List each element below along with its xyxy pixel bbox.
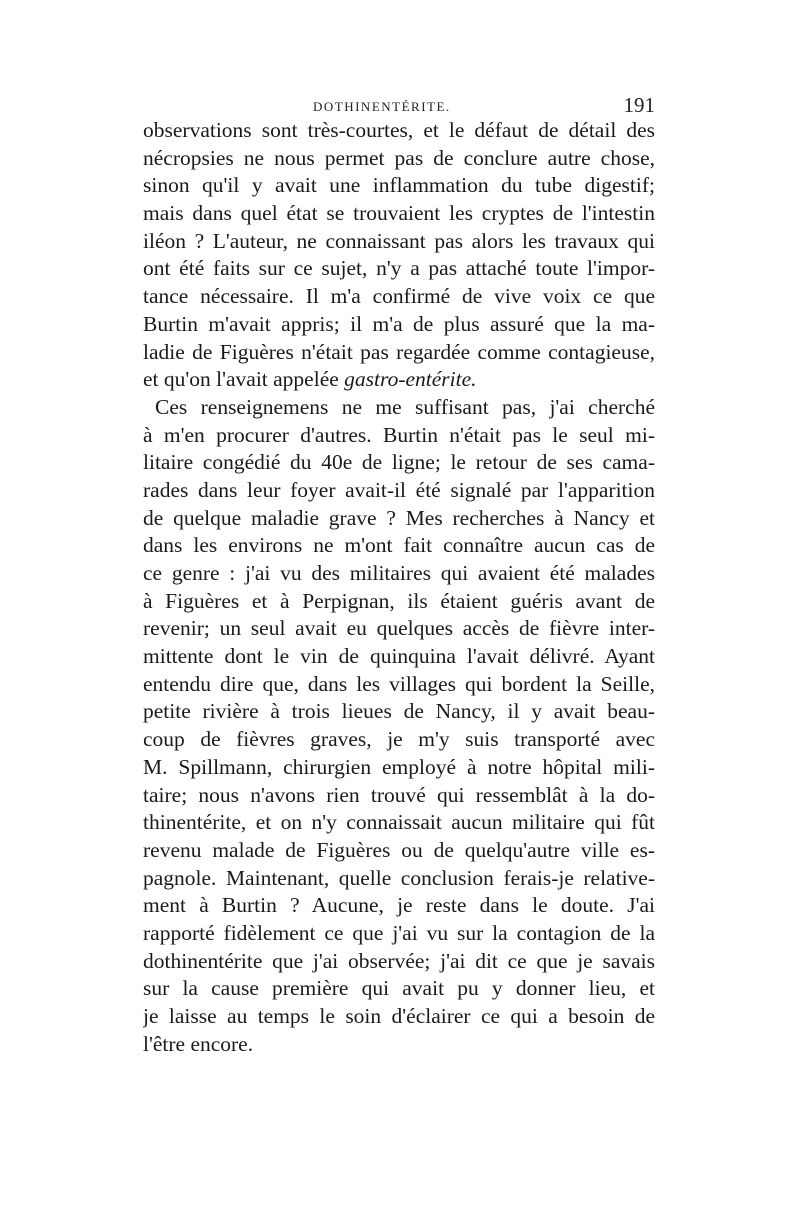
text-line: ont été faits sur ce sujet, n'y a pas attaché toute l'impor- bbox=[143, 256, 655, 281]
text-line: rapporté fidèlement ce que j'ai vu sur la contagion de la bbox=[143, 920, 655, 945]
text-line: à Figuères et à Perpignan, ils étaient guéris avant de bbox=[143, 588, 655, 613]
page-number: 191 bbox=[623, 93, 655, 117]
text-line: thinentérite, et on n'y connaissait aucun militaire qui fût bbox=[143, 810, 655, 835]
text-line: l'être encore. bbox=[143, 1031, 254, 1056]
text-line-part: et qu'on l'avait appelée bbox=[143, 367, 339, 392]
text-line: dans les environs ne m'ont fait connaître aucun cas de bbox=[143, 533, 655, 558]
running-head bbox=[143, 95, 655, 119]
text-line: entendu dire que, dans les villages qui bordent la Seille, bbox=[143, 671, 655, 696]
text-line: je laisse au temps le soin d'éclairer ce qui a besoin de bbox=[143, 1004, 655, 1028]
text-line: sur la cause première qui avait pu y donner lieu, et bbox=[143, 976, 655, 1001]
italic-term: gastro-entérite. bbox=[344, 367, 477, 392]
text-line: coup de fièvres graves, je m'y suis transporté avec bbox=[143, 727, 655, 752]
text-line: M. Spillmann, chirurgien employé à notre hôpital mili- bbox=[143, 754, 655, 779]
text-line: ment à Burtin ? Aucune, je reste dans le doute. J'ai bbox=[143, 893, 655, 918]
text-line: litaire congédié du 40e de ligne; le retour de ses cama- bbox=[143, 450, 655, 475]
text-line: Burtin m'avait appris; il m'a de plus assuré que la ma- bbox=[143, 311, 655, 336]
text-line: taire; nous n'avons rien trouvé qui ressemblât à la do- bbox=[143, 782, 655, 807]
text-line: revenir; un seul avait eu quelques accès de fièvre inter- bbox=[143, 616, 655, 641]
text-line: ladie de Figuères n'était pas regardée comme contagieuse, bbox=[143, 339, 655, 364]
text-line: de quelque maladie grave ? Mes recherches à Nancy et bbox=[143, 505, 655, 530]
body-text bbox=[143, 117, 655, 1058]
text-line: nécropsies ne nous permet pas de conclure autre chose, bbox=[143, 145, 655, 170]
paragraph-first-line: Ces renseignemens ne me suffisant pas, j'ai cherché bbox=[155, 394, 655, 419]
text-line: revenu malade de Figuères ou de quelqu'autre ville es- bbox=[143, 837, 655, 862]
text-line: sinon qu'il y avait une inflammation du tube digestif; bbox=[143, 173, 655, 198]
text-line: mais dans quel état se trouvaient les cryptes de l'intestin bbox=[143, 201, 655, 226]
text-line: tance nécessaire. Il m'a confirmé de vive voix ce que bbox=[143, 284, 655, 309]
text-line: à m'en procurer d'autres. Burtin n'était pas le seul mi- bbox=[143, 422, 655, 447]
text-line: pagnole. Maintenant, quelle conclusion ferais-je relative- bbox=[143, 865, 655, 890]
text-line: iléon ? L'auteur, ne connaissant pas alors les travaux qui bbox=[143, 228, 655, 253]
text-line: dothinentérite que j'ai observée; j'ai dit ce que je savais bbox=[143, 948, 655, 973]
running-title: DOTHINENTÉRITE. bbox=[313, 99, 451, 114]
text-line-with-italic bbox=[143, 366, 655, 394]
text-line: petite rivière à trois lieues de Nancy, il y avait beau- bbox=[143, 699, 655, 724]
text-line: observations sont très-courtes, et le défaut de détail des bbox=[143, 118, 655, 142]
text-line: mittente dont le vin de quinquina l'avait délivré. Ayant bbox=[143, 644, 655, 669]
text-line: rades dans leur foyer avait-il été signalé par l'apparition bbox=[143, 477, 655, 502]
text-line: ce genre : j'ai vu des militaires qui avaient été malades bbox=[143, 561, 655, 585]
